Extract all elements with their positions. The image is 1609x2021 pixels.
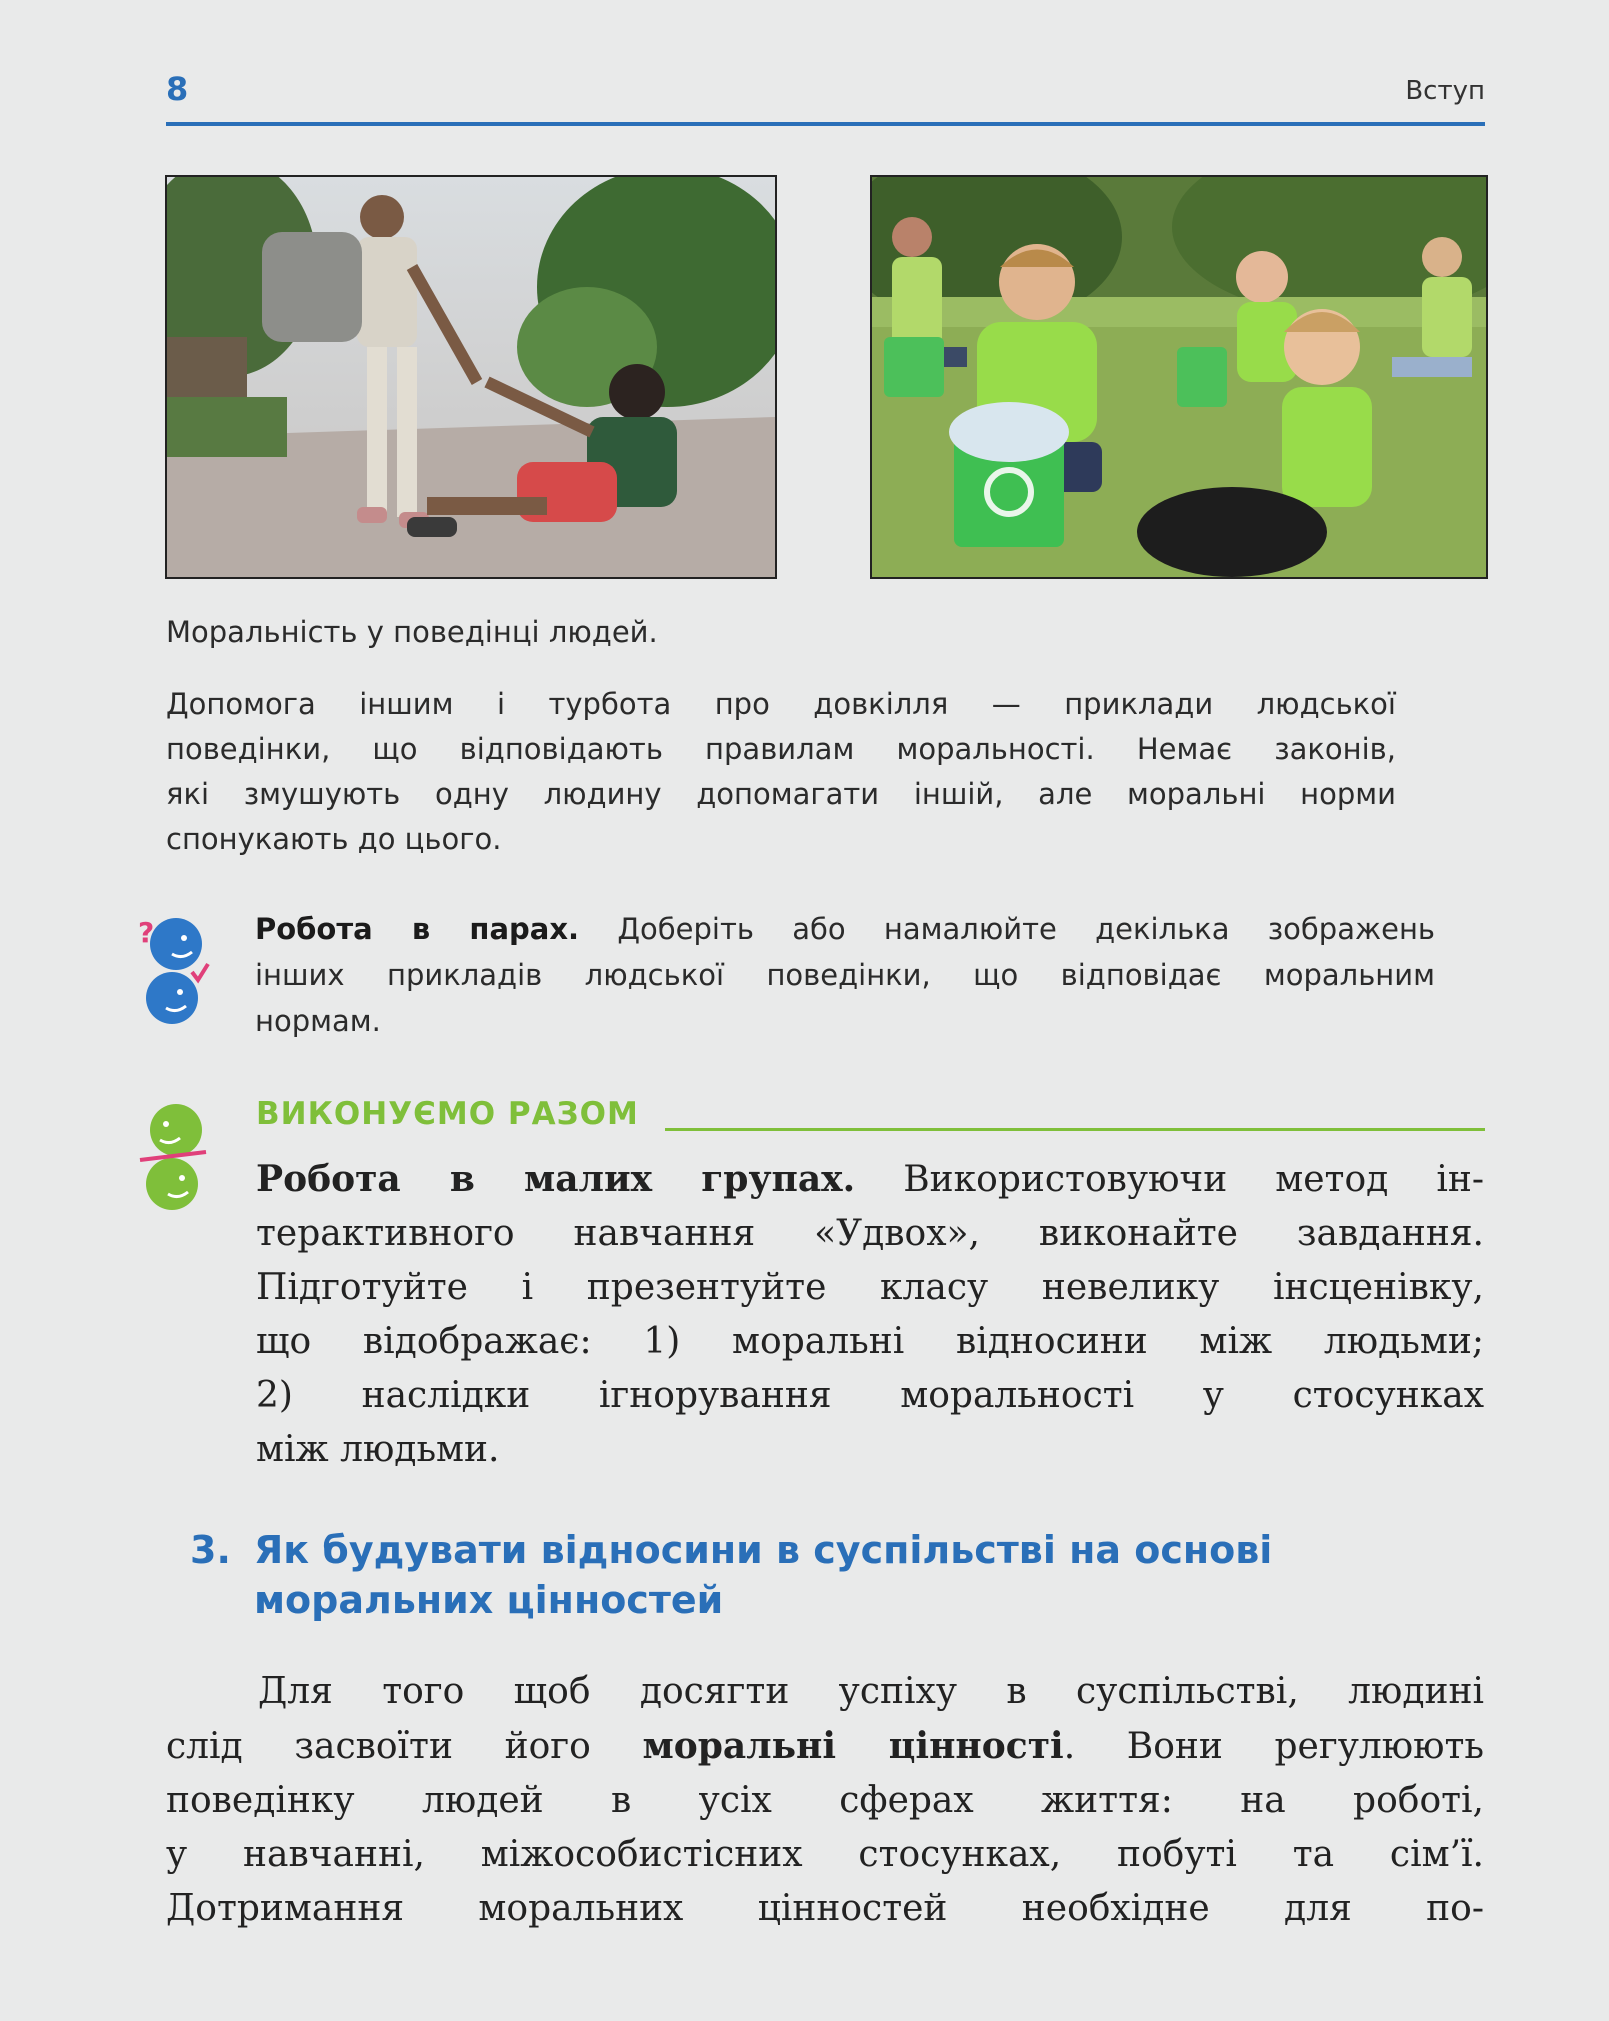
body-bold-term: моральні цінності xyxy=(642,1725,1064,1767)
intro-line: спонукають до цього. xyxy=(166,822,502,856)
together-rule xyxy=(665,1128,1485,1131)
section-number: 3. xyxy=(190,1528,231,1572)
section-title-line: Як будувати відносини в суспільстві на основі xyxy=(254,1528,1273,1572)
pair-work-icon xyxy=(136,912,214,1030)
group-task-line: Підготуйте і презентуйте класу невелику інсценівку, xyxy=(256,1267,1484,1308)
pair-task-line: інших прикладів людської поведінки, що відповідає моральним xyxy=(255,958,1435,992)
body-line: Для того щоб досягти успіху в суспільстві, людині xyxy=(258,1671,1484,1712)
header-rule xyxy=(166,122,1485,126)
recycling-children-photo xyxy=(870,175,1488,579)
intro-line: які змушують одну людину допомагати іншій, але моральні норми xyxy=(166,777,1396,811)
body-line-part: слід засвоїти його xyxy=(166,1726,591,1767)
group-task-title: Робота в малих групах. xyxy=(256,1158,856,1200)
svg-text:?: ? xyxy=(138,916,155,949)
photo-caption: Моральність у поведінці людей. xyxy=(166,615,658,649)
intro-line: поведінки, що відповідають правилам моральності. Немає законів, xyxy=(166,732,1396,766)
group-task-line: 2) наслідки ігнорування моральності у стосунках xyxy=(256,1375,1484,1416)
group-task-line: Використовуючи метод ін- xyxy=(903,1159,1484,1200)
section-heading xyxy=(190,1525,1490,1625)
group-task-line: терактивного навчання «Удвох», виконайте завдання. xyxy=(256,1213,1484,1254)
body-line-part: . Вони регулюють xyxy=(1063,1726,1484,1767)
group-task-line: що відображає: 1) моральні відносини між людьми; xyxy=(256,1321,1484,1362)
group-task-line: між людьми. xyxy=(256,1429,500,1470)
pair-work-task xyxy=(255,906,1435,1044)
pair-task-title: Робота в парах. xyxy=(255,912,580,946)
group-work-icon xyxy=(136,1098,214,1216)
page-number: 8 xyxy=(166,70,189,108)
body-line: Дотримання моральних цінностей необхідне для по- xyxy=(166,1888,1484,1929)
body-line: у навчанні, міжособистісних стосунках, побуті та сім’ї. xyxy=(166,1834,1484,1875)
group-work-task xyxy=(256,1152,1484,1477)
section-title-line: моральних цінностей xyxy=(254,1578,724,1622)
body-paragraph xyxy=(166,1665,1484,1936)
intro-line: Допомога іншим і турбота про довкілля — приклади людської xyxy=(166,687,1396,721)
helping-child-photo xyxy=(165,175,777,579)
pair-task-line: Доберіть або намалюйте декілька зображень xyxy=(617,912,1435,946)
pair-task-line: нормам. xyxy=(255,1004,381,1038)
body-line: поведінку людей в усіх сферах життя: на роботі, xyxy=(166,1780,1484,1821)
intro-paragraph xyxy=(166,682,1396,862)
section-label: Вступ xyxy=(1405,76,1485,106)
together-heading: ВИКОНУЄМО РАЗОМ xyxy=(256,1096,639,1132)
